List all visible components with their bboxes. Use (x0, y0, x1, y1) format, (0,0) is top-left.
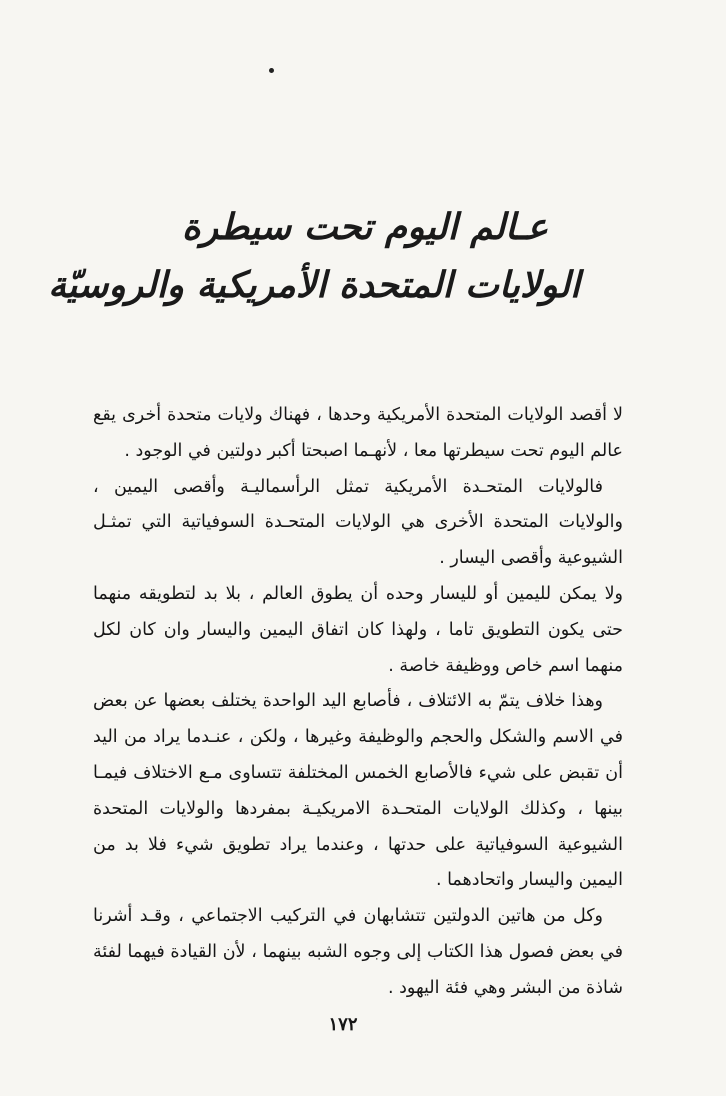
ink-dot (269, 68, 274, 73)
chapter-title (48, 198, 580, 314)
chapter-title-line-1: عـالم اليوم تحت سيطرة (181, 206, 549, 248)
page-number: ١٧٢ (328, 1014, 358, 1035)
chapter-title-line-2: الولايات المتحدة الأمريكية والروسيّة (48, 264, 580, 306)
body-text (93, 398, 623, 1007)
paragraph-3: ولا يمكن لليمين أو لليسار وحده أن يطوق العالم ، بلا بد لتطويقه منهما حتى يكون التطويق تاما ، ولهذا كان اتفاق اليمين واليسار وان كان لكل منهما اسم خاص ووظيفة خاصة . (93, 583, 623, 676)
paragraph-4: وهذا خلاف يتمّ به الائتلاف ، فأصابع اليد الواحدة يختلف بعضها عن بعض في الاسم والشكل والحجم والوظيفة وغيرها ، ولكن ، عنـدما يراد من اليد أن تقبض على شيء فالأصابع الخمس المختلفة تتساوى مـع الاختلاف فيمـا بينها ، وكذلك الولايات المتحـدة الامريكيـة بمفردها والولايات المتحدة الشيوعية السوفياتية على حدتها ، وعندما يراد تطويق شيء فلا بد من اليمين واليسار واتحادهما . (93, 691, 623, 891)
paragraph-1: لا أقصد الولايات المتحدة الأمريكية وحدها ، فهناك ولايات متحدة أخرى يقع عالم اليوم تحت سيطرتها معا ، لأنهـما اصبحتا أكبر دولتين في الوجود . (93, 405, 623, 461)
paragraph-2: فالولايات المتحـدة الأمريكية تمثل الرأسماليـة وأقصى اليمين ، والولايات المتحدة الأخرى هي الولايات المتحـدة السوفياتية التي تمثـل الشيوعية وأقصى اليسار . (93, 476, 623, 569)
paragraph-5: وكل من هاتين الدولتين تتشابهان في التركيب الاجتماعي ، وقـد أشرنا في بعض فصول هذا الكتاب إلى وجوه الشبه بينهما ، لأن القيادة فيهما لفئة شاذة من البشر وهي فئة اليهود . (93, 906, 623, 998)
